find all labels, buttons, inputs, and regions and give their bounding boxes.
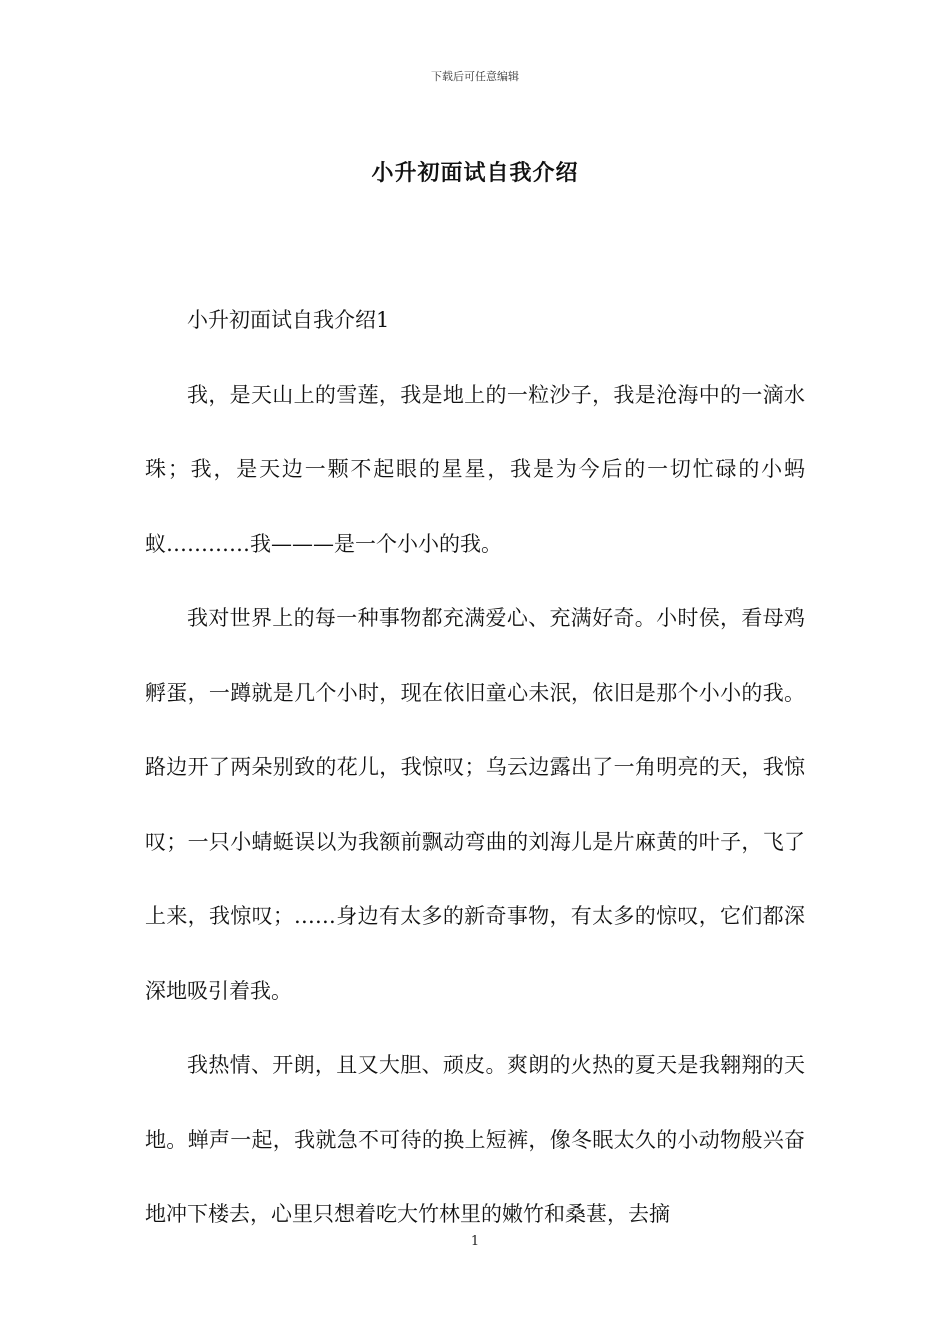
header-note: 下载后可任意编辑 bbox=[431, 70, 519, 83]
document-body bbox=[145, 283, 805, 1252]
paragraph-1: 我，是天山上的雪莲，我是地上的一粒沙子，我是沧海中的一滴水珠；我，是天边一颗不起眼的星星，我是为今后的一切忙碌的小蚂蚁…………我———是一个小小的我。 bbox=[145, 382, 805, 556]
page-number: 1 bbox=[470, 1234, 480, 1249]
section-heading: 小升初面试自我介绍1 bbox=[187, 308, 390, 332]
paragraph-3: 我热情、开朗，且又大胆、顽皮。爽朗的火热的夏天是我翱翔的天地。蝉声一起，我就急不可待的换上短裤，像冬眠太久的小动物般兴奋地冲下楼去，心里只想着吃大竹林里的嫩竹和桑葚，去摘 bbox=[145, 1053, 805, 1226]
document-title: 小升初面试自我介绍 bbox=[371, 160, 579, 186]
paragraph-2: 我对世界上的每一种事物都充满爱心、充满好奇。小时侯，看母鸡孵蛋，一蹲就是几个小时，现在依旧童心未泯，依旧是那个小小的我。路边开了两朵别致的花儿，我惊叹；乌云边露出了一角明亮的天，我惊叹；一只小蜻蜓误以为我额前飘动弯曲的刘海儿是片麻黄的叶子，飞了上来，我惊叹；……身边有太多的新奇事物，有太多的惊叹，它们都深深地吸引着我。 bbox=[145, 606, 805, 1003]
